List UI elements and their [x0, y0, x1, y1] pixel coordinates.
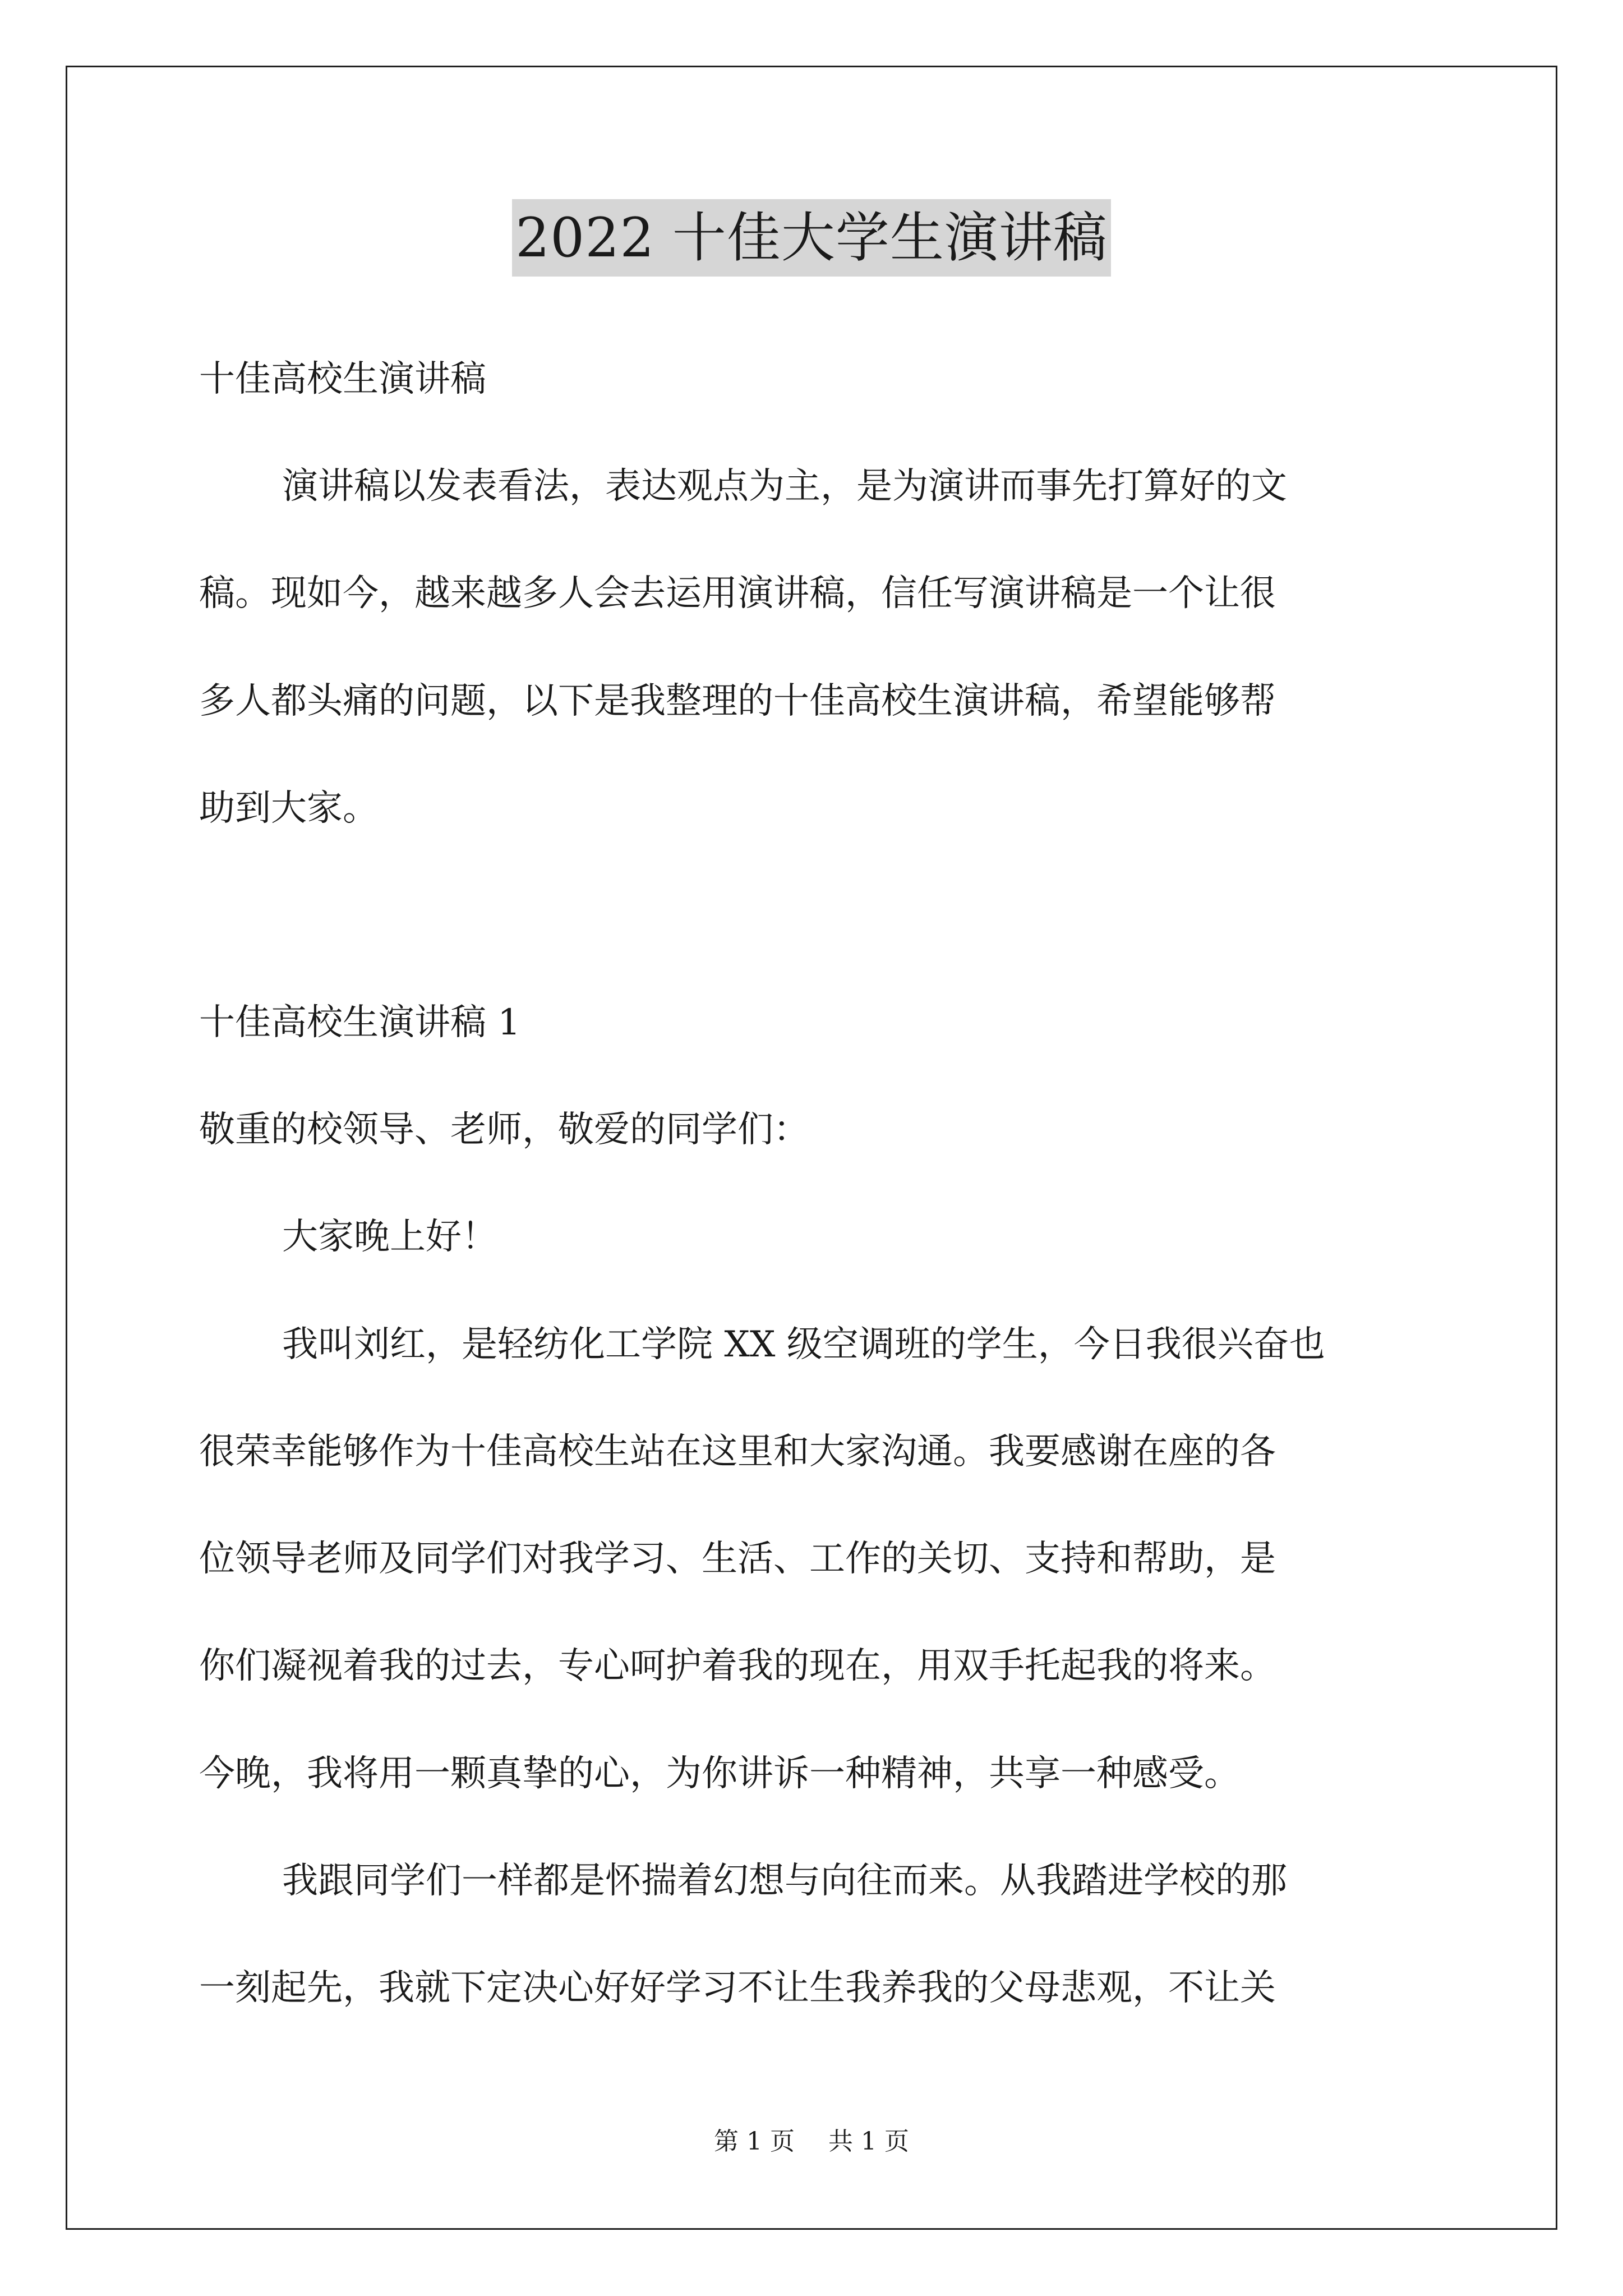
paragraph-line: 一刻起先，我就下定决心好好学习不让生我养我的父母悲观，不让关 [199, 1967, 1276, 2009]
paragraph-line: 位领导老师及同学们对我学习、生活、工作的关切、支持和帮助，是 [199, 1538, 1276, 1580]
intro-line: 稿。现如今，越来越多人会去运用演讲稿，信任写演讲稿是一个让很 [199, 573, 1276, 614]
paragraph-line: 我跟同学们一样都是怀揣着幻想与向往而来。从我踏进学校的那 [282, 1860, 1287, 1902]
paragraph-line: 很荣幸能够作为十佳高校生站在这里和大家沟通。我要感谢在座的各 [199, 1431, 1276, 1473]
intro-line: 助到大家。 [199, 788, 379, 829]
page-footer [0, 2125, 1623, 2159]
title-container [0, 199, 1623, 277]
section-heading: 十佳高校生演讲稿 1 [199, 1002, 521, 1043]
intro-line: 多人都头痛的问题，以下是我整理的十佳高校生演讲稿，希望能够帮 [199, 680, 1276, 722]
greeting: 大家晚上好！ [282, 1216, 497, 1258]
document-title: 2022 十佳大学生演讲稿 [512, 199, 1111, 277]
intro-line: 演讲稿以发表看法，表达观点为主，是为演讲而事先打算好的文 [282, 466, 1287, 507]
paragraph-line: 你们凝视着我的过去，专心呵护着我的现在，用双手托起我的将来。 [199, 1645, 1276, 1687]
subtitle: 十佳高校生演讲稿 [199, 358, 486, 400]
paragraph-line: 今晚，我将用一颗真挚的心，为你讲诉一种精神，共享一种感受。 [199, 1753, 1240, 1795]
page-number-total: 共 1 页 [828, 2127, 909, 2156]
page-number-current: 第 1 页 [714, 2127, 795, 2156]
paragraph-line: 我叫刘红，是轻纺化工学院 XX 级空调班的学生，今日我很兴奋也 [282, 1324, 1325, 1365]
salutation: 敬重的校领导、老师，敬爱的同学们： [199, 1109, 809, 1151]
